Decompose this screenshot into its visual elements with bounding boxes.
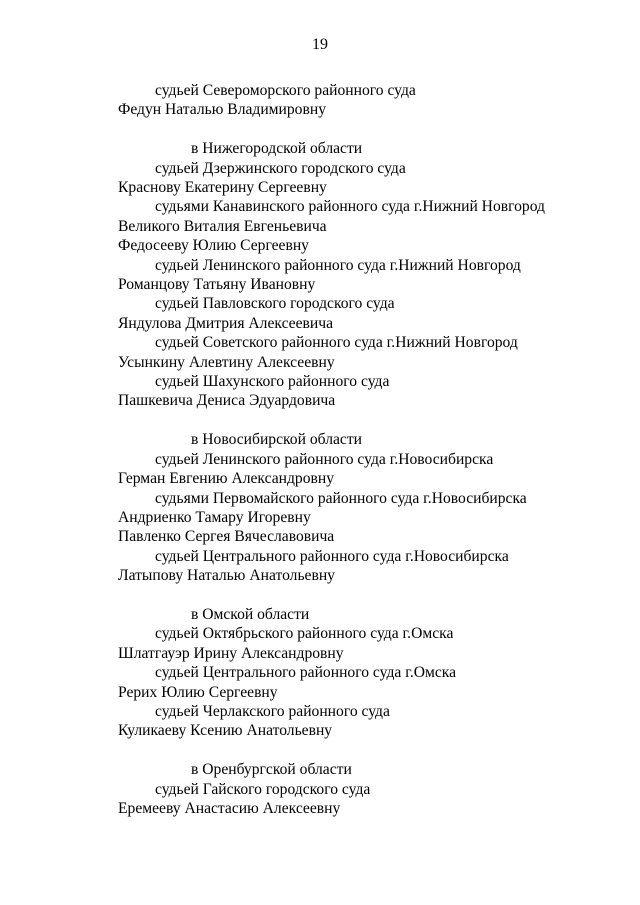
- judge-name: Великого Виталия Евгеньевича: [118, 217, 327, 235]
- judge-name: Пашкевича Дениса Эдуардовича: [118, 392, 336, 410]
- court-position: судьей Гайского городского суда: [155, 780, 371, 798]
- judge-name: Федун Наталью Владимировну: [118, 101, 326, 119]
- court-position: судьей Центрального районного суда г.Новосибирска: [155, 547, 509, 565]
- court-position: судьей Дзержинского городского суда: [155, 159, 406, 177]
- judge-name: Герман Евгению Александровну: [118, 470, 335, 488]
- court-position: судьей Павловского городского суда: [155, 295, 395, 313]
- page-number: 19: [312, 36, 328, 53]
- court-position: судьей Советского районного суда г.Нижний Новгород: [155, 334, 518, 352]
- court-position: судьей Октябрьского районного суда г.Омска: [155, 625, 454, 643]
- judge-name: Федосееву Юлию Сергеевну: [118, 237, 309, 255]
- court-position: судьей Черлакского районного суда: [155, 702, 390, 720]
- region-heading: в Омской области: [191, 605, 310, 623]
- judge-name: Латыпову Наталью Анатольевну: [118, 567, 335, 585]
- court-position: судьей Центрального районного суда г.Омска: [155, 664, 457, 682]
- court-position: судьями Канавинского районного суда г.Нижний Новгород: [155, 198, 545, 216]
- court-position: судьей Ленинского районного суда г.Новосибирска: [155, 450, 494, 468]
- judge-name: Андриенко Тамару Игоревну: [118, 508, 311, 526]
- region-heading: в Новосибирской области: [191, 431, 362, 449]
- judge-name: Еремееву Анастасию Алексеевну: [118, 799, 341, 817]
- court-position: судьей Североморского районного суда: [155, 82, 416, 99]
- appointment-list: [118, 81, 618, 818]
- judge-name: Павленко Сергея Вячеславовича: [118, 528, 335, 546]
- court-position: судьей Ленинского районного суда г.Нижний Новгород: [155, 256, 521, 274]
- judge-name: Куликаеву Ксению Анатольевну: [118, 722, 333, 740]
- judge-name: Романцову Татьяну Ивановну: [118, 276, 316, 294]
- judge-name: Усынкину Алевтину Алексеевну: [118, 353, 335, 371]
- judge-name: Шлатгауэр Ирину Александровну: [118, 644, 344, 662]
- judge-name: Рерих Юлию Сергеевну: [118, 683, 278, 701]
- region-heading: в Нижегородской области: [191, 140, 363, 158]
- court-position: судьями Первомайского районного суда г.Новосибирска: [155, 489, 527, 507]
- judge-name: Краснову Екатерину Сергеевну: [118, 179, 327, 197]
- region-heading: в Оренбургской области: [191, 761, 352, 779]
- court-position: судьей Шахунского районного суда: [155, 373, 390, 391]
- judge-name: Яндулова Дмитрия Алексеевича: [118, 314, 333, 332]
